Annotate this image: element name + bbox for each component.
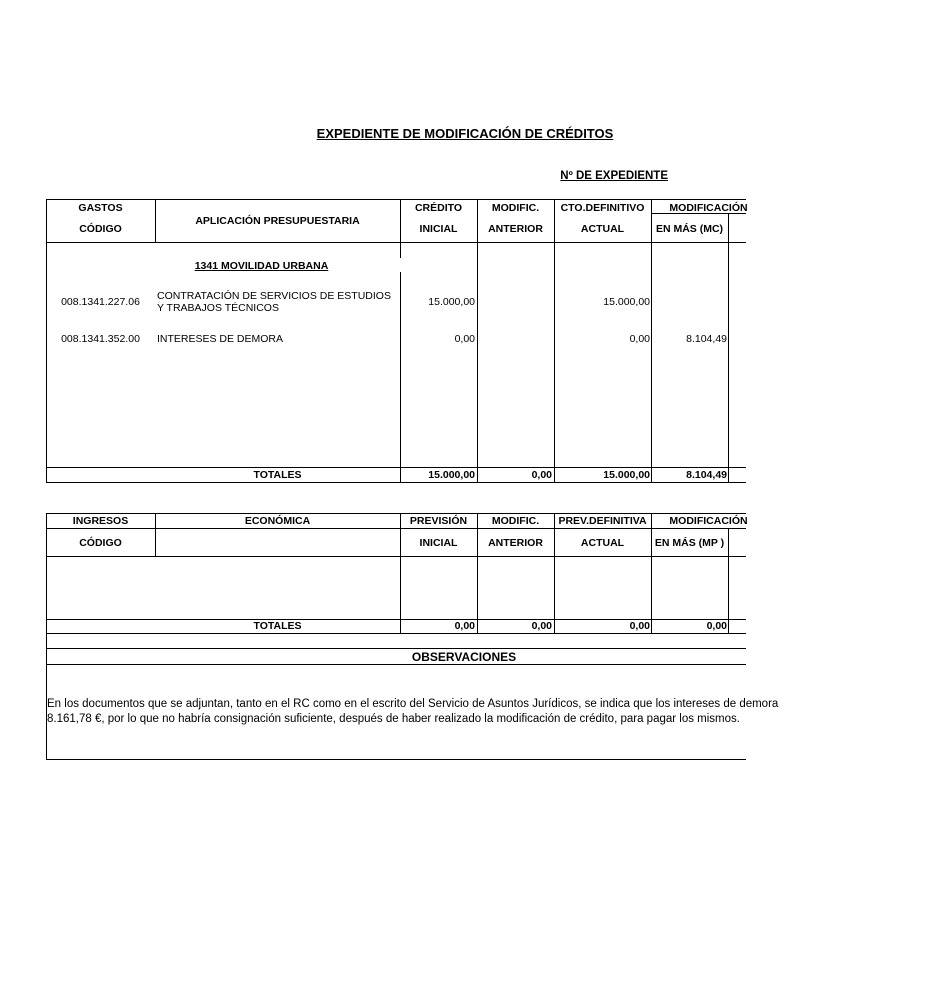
header-en-mas: EN MÁS (MC): [655, 223, 724, 235]
row-codigo: 008.1341.352.00: [61, 333, 140, 345]
totales-inicial: 15.000,00: [428, 469, 475, 481]
header-anterior: ANTERIOR: [488, 537, 543, 549]
header-modificacion: MODIFICACIÓN: [669, 515, 748, 527]
header-modificacion: MODIFICACIÓN: [669, 202, 748, 214]
row-descripcion: INTERESES DE DEMORA: [157, 333, 284, 345]
row-en-mas: 8.104,49: [686, 333, 727, 345]
expediente-number-label: Nº DE EXPEDIENTE: [560, 170, 668, 182]
totales-anterior: 0,00: [531, 469, 552, 481]
header-modific: MODIFIC.: [491, 515, 540, 527]
header-cto-definitivo: CTO.DEFINITIVO: [560, 202, 645, 214]
header-en-mas: EN MÁS (MP ): [654, 537, 725, 549]
totales-actual: 0,00: [629, 620, 650, 632]
header-inicial: INICIAL: [419, 537, 458, 549]
row-inicial: 0,00: [454, 333, 475, 345]
totales-inicial: 0,00: [454, 620, 475, 632]
totales-actual: 15.000,00: [603, 469, 650, 481]
observaciones-line: 8.161,78 €, por lo que no habría consignación suficiente, después de haber realizado la modificación de crédito, para pagar los mismos.: [47, 713, 740, 725]
header-gastos: GASTOS: [78, 202, 123, 214]
totales-en-mas: 0,00: [706, 620, 727, 632]
totales-label: TOTALES: [253, 620, 302, 632]
totales-en-mas: 8.104,49: [686, 469, 727, 481]
totales-anterior: 0,00: [531, 620, 552, 632]
header-inicial: INICIAL: [419, 223, 458, 235]
header-credito: CRÉDITO: [414, 202, 463, 214]
header-aplicacion: APLICACIÓN PRESUPUESTARIA: [195, 215, 360, 227]
page-title: EXPEDIENTE DE MODIFICACIÓN DE CRÉDITOS: [316, 126, 614, 141]
row-descripcion: CONTRATACIÓN DE SERVICIOS DE ESTUDIOS: [157, 290, 391, 302]
observaciones-title: OBSERVACIONES: [411, 650, 517, 664]
header-codigo: CÓDIGO: [79, 537, 122, 549]
row-inicial: 15.000,00: [428, 296, 475, 308]
header-prev-definitiva: PREV.DEFINITIVA: [558, 515, 647, 527]
row-codigo: 008.1341.227.06: [61, 296, 140, 308]
row-descripcion: Y TRABAJOS TÉCNICOS: [157, 302, 279, 314]
header-actual: ACTUAL: [580, 223, 625, 235]
observaciones-line: En los documentos que se adjuntan, tanto en el RC como en el escrito del Servicio de Asuntos Jurídicos, se indica que los intereses de demora: [47, 698, 779, 710]
header-modific: MODIFIC.: [491, 202, 540, 214]
row-actual: 15.000,00: [603, 296, 650, 308]
header-economica: ECONÓMICA: [244, 515, 311, 527]
header-actual: ACTUAL: [580, 537, 625, 549]
header-codigo: CÓDIGO: [79, 223, 122, 235]
header-anterior: ANTERIOR: [488, 223, 543, 235]
header-ingresos: INGRESOS: [72, 515, 129, 527]
row-actual: 0,00: [629, 333, 650, 345]
section-title: 1341 MOVILIDAD URBANA: [194, 260, 329, 272]
observaciones-text: [47, 697, 778, 727]
header-prevision: PREVISIÓN: [409, 515, 468, 527]
totales-label: TOTALES: [253, 469, 302, 481]
